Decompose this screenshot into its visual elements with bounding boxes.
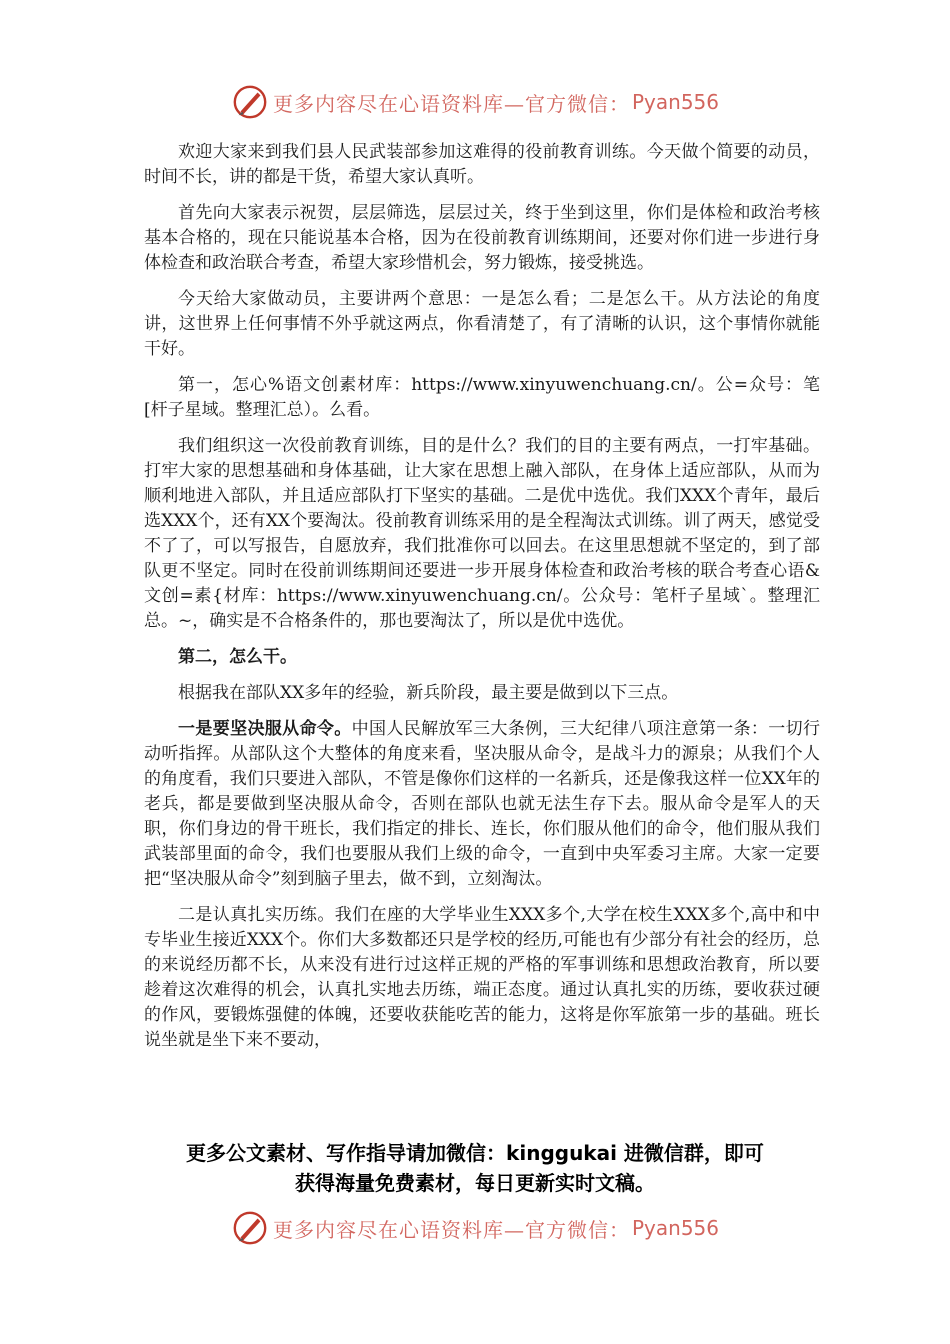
paragraph-intro: 今天给大家做动员，主要讲两个意思：一是怎么看；二是怎么干。从方法论的角度讲，这世界上任何事情不外乎就这两点，你看清楚了，有了清晰的认识，这个事情你就能干好。 bbox=[144, 289, 820, 359]
banner-text: 更多内容尽在心语资料库—官方微信： bbox=[272, 1217, 630, 1242]
paragraph-experience: 根据我在部队XX多年的经验，新兵阶段，最主要是做到以下三点。 bbox=[178, 683, 679, 703]
paragraph-first-point: 第一，怎心%语文创素材库：https://www.xinyuwenchuang.cn/。公=众号：笔[杆子星域。整理汇总）。么看。 bbox=[144, 375, 820, 420]
paragraph-welcome: 欢迎大家来到我们县人民武装部参加这难得的役前教育训练。今天做个简要的动员，时间不长，讲的都是干货，希望大家认真听。 bbox=[144, 142, 820, 187]
pen-logo-icon bbox=[231, 1209, 269, 1247]
paragraph-obey-orders bbox=[144, 717, 820, 892]
banner-text: 更多内容尽在心语资料库—官方微信： bbox=[272, 91, 630, 116]
pen-logo-icon bbox=[231, 83, 269, 121]
header-banner bbox=[0, 82, 950, 122]
promo-line-1: 更多公文素材、写作指导请加微信：kinggukai 进微信群，即可 bbox=[186, 1141, 764, 1165]
document-body bbox=[144, 140, 820, 1064]
obey-orders-text: 中国人民解放军三大条例，三大纪律八项注意第一条：一切行动听指挥。从部队这个大整体的角度来看，坚决服从命令，是战斗力的源泉；从我们个人的角度看，我们只要进入部队，不管是像你们这样的一名新兵，还是像我这样一位XX年的老兵，都是要做到坚决服从命令，否则在部队也就无法生存下去。服从命令是军人的天职，你们身边的骨干班长，我们指定的排长、连长，你们服从他们的命令，他们服从我们武装部里面的命令，我们也要服从我们上级的命令，一直到中央军委习主席。大家一定要把“坚决服从命令”刻到脑子里去，做不到，立刻淘汰。 bbox=[144, 719, 821, 889]
banner-wechat-id: Pyan556 bbox=[631, 1216, 719, 1240]
promo-line-2: 获得海量免费素材，每日更新实时文稿。 bbox=[295, 1171, 655, 1195]
paragraph-congrats: 首先向大家表示祝贺，层层筛选，层层过关，终于坐到这里，你们是体检和政治考核基本合格的，现在只能说基本合格，因为在役前教育训练期间，还要对你们进一步进行身体检查和政治联合考查，希望大家珍惜机会，努力锻炼，接受挑选。 bbox=[144, 203, 820, 273]
wechat-promo-note bbox=[0, 1138, 950, 1198]
banner-wechat-id: Pyan556 bbox=[631, 90, 719, 114]
obey-orders-lead: 一是要坚决服从命令。 bbox=[178, 719, 352, 739]
heading-second-text: 第二，怎么干。 bbox=[178, 647, 297, 667]
footer-banner bbox=[0, 1208, 950, 1248]
heading-second bbox=[144, 645, 820, 670]
paragraph-purpose: 我们组织这一次役前教育训练，目的是什么？我们的目的主要有两点，一打牢基础。打牢大家的思想基础和身体基础，让大家在思想上融入部队，在身体上适应部队，从而为顺利地进入部队，并且适应部队打下坚实的基础。二是优中选优。我们XXX个青年，最后选XXX个，还有XX个要淘汰。役前教育训练采用的是全程淘汰式训练。训了两天，感觉受不了了，可以写报告，自愿放弃，我们批准你可以回去。在这里思想就不坚定的，到了部队更不坚定。同时在役前训练期间还要进一步开展身体检查和政治考核的联合考查心语&文创=素{材库：https://www.xinyuwenchuang.cn/。公众号：笔杆子星域`。整理汇总。~，确实是不合格条件的，那也要淘汰了，所以是优中选优。 bbox=[144, 436, 820, 631]
paragraph-training: 二是认真扎实历练。我们在座的大学毕业生XXX多个,大学在校生XXX多个,高中和中专毕业生接近XXX个。你们大多数都还只是学校的经历,可能也有少部分有社会的经历，总的来说经历都不长，从来没有进行过这样正规的严格的军事训练和思想政治教育，所以要趁着这次难得的机会，认真扎实地去历练，端正态度。通过认真扎实的历练，要收获过硬的作风，要锻炼强健的体魄，还要收获能吃苦的能力，这将是你军旅第一步的基础。班长说坐就是坐下来不要动， bbox=[144, 905, 820, 1050]
